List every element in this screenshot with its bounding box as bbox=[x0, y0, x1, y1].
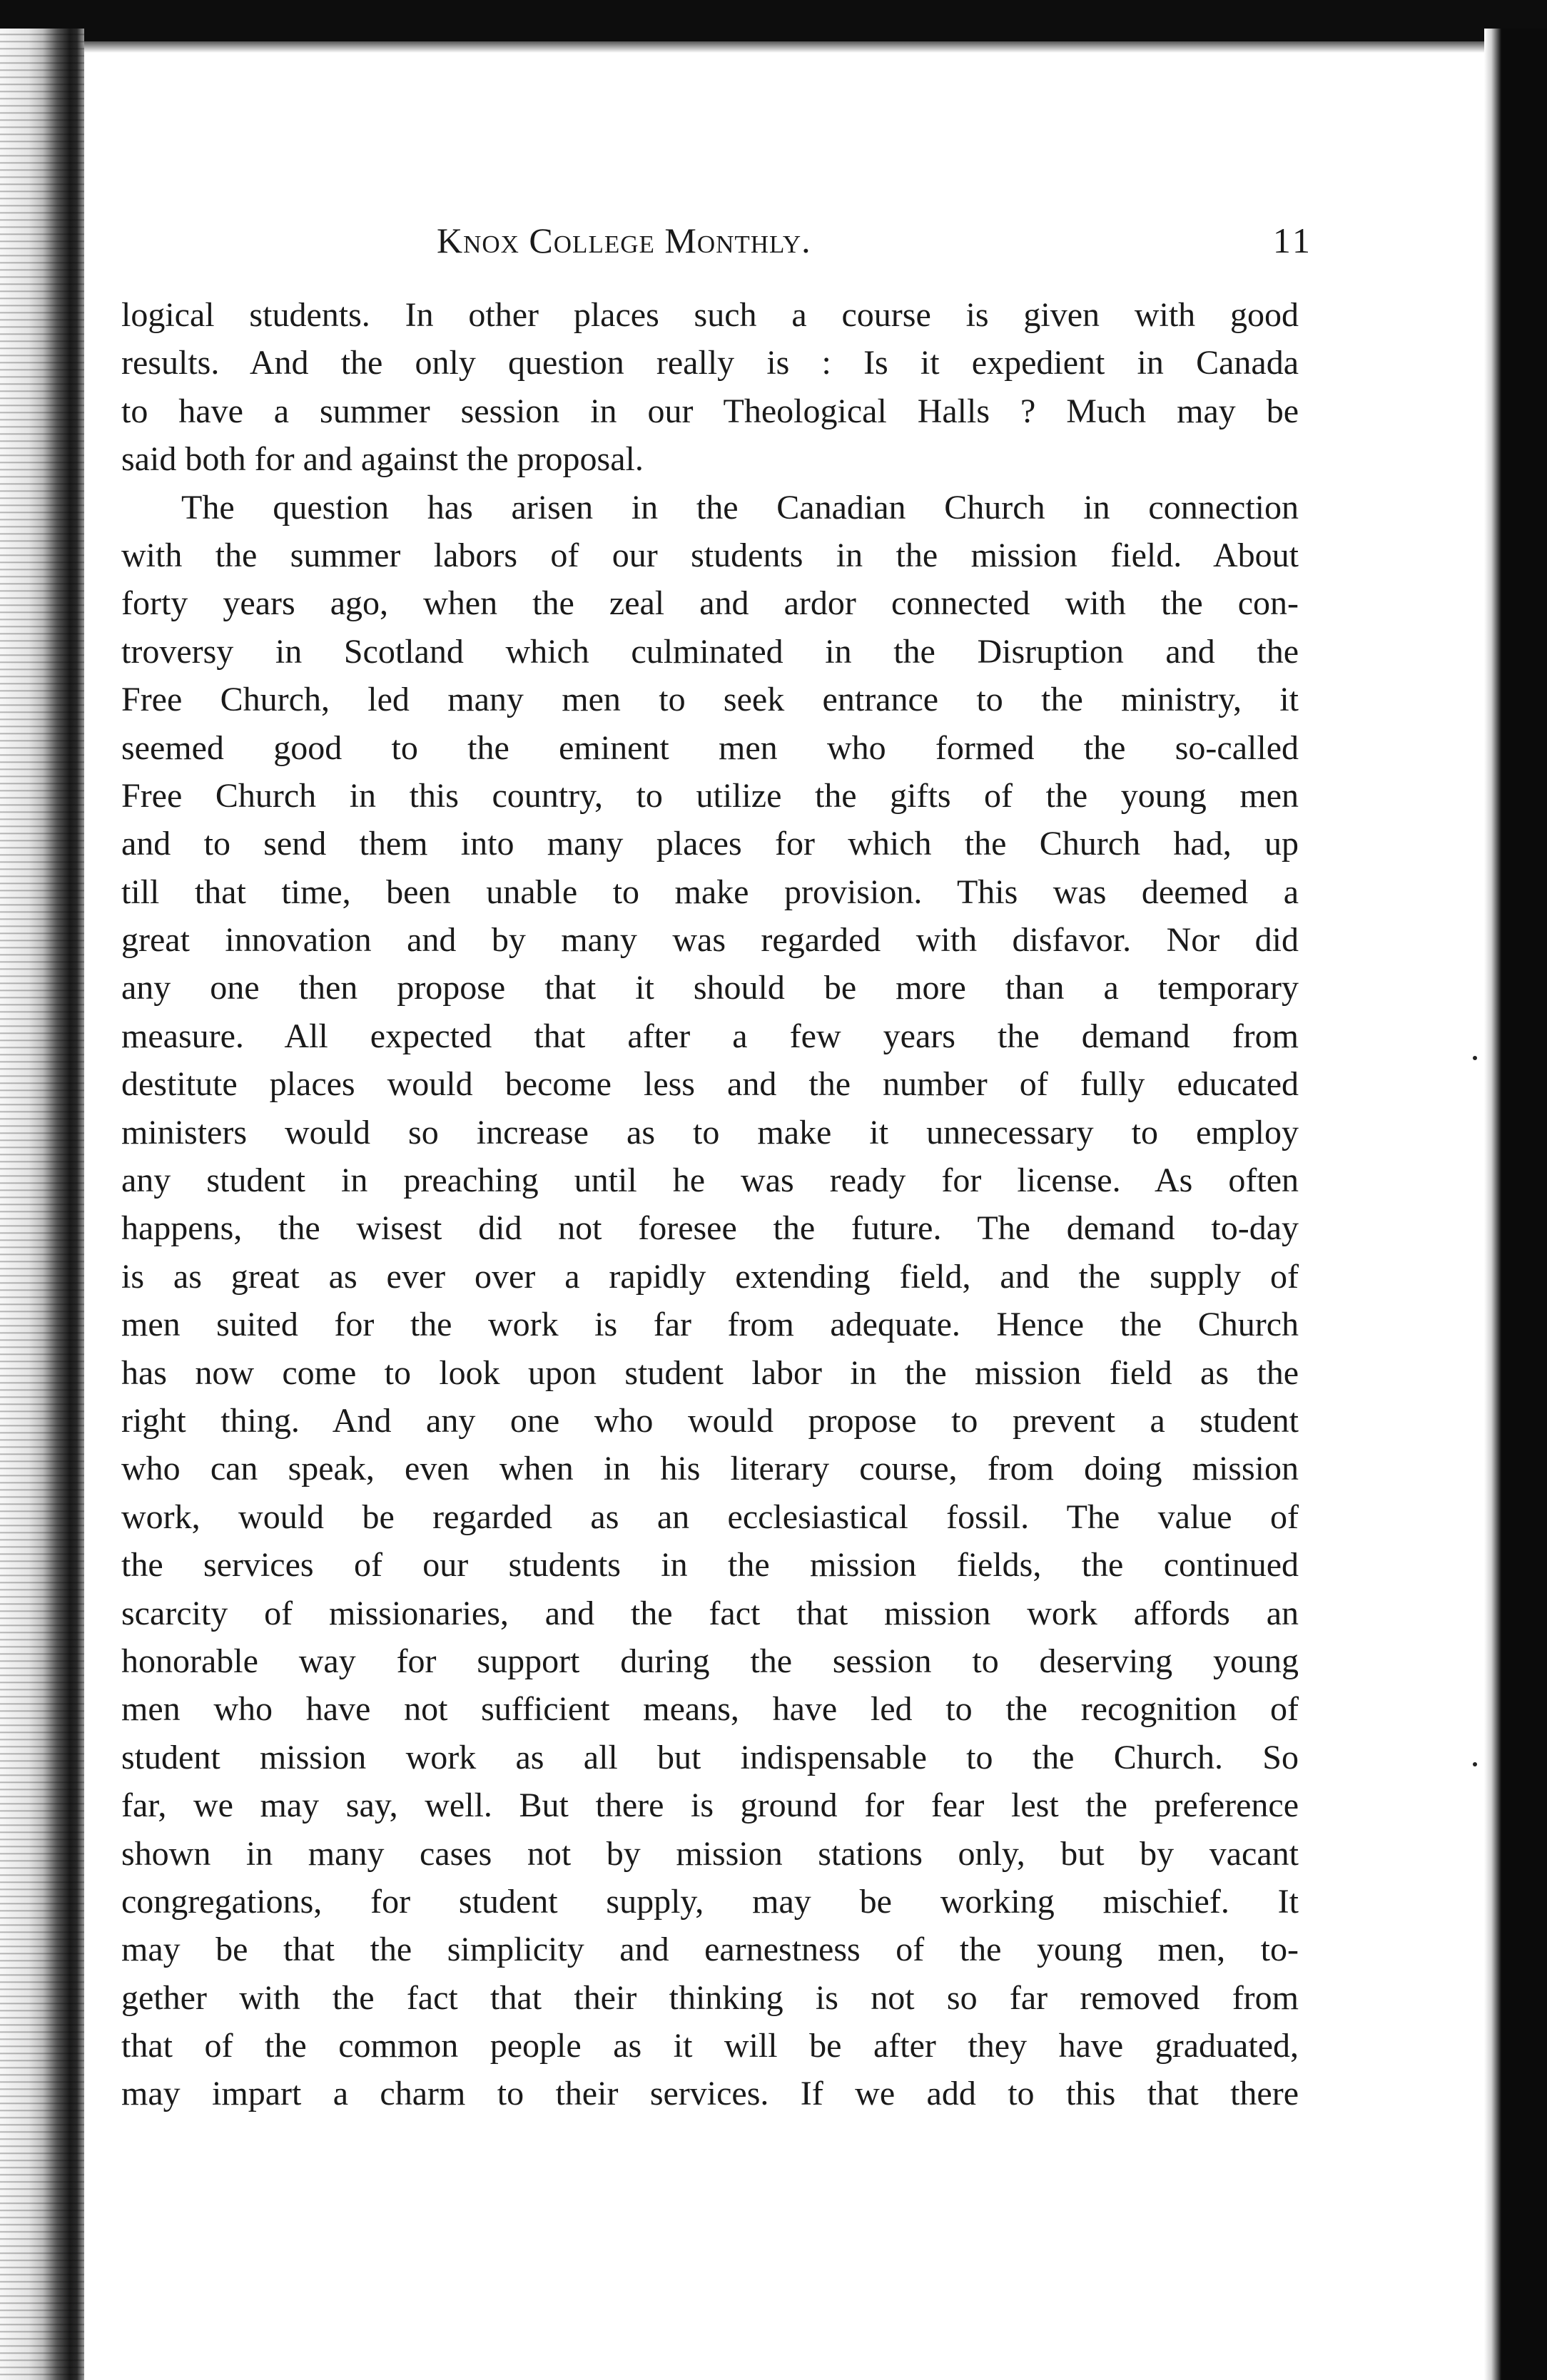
text-line: till that time, been unable to make provision. This was deemed a bbox=[121, 873, 1299, 911]
text-line: gether with the fact that their thinking is not so far removed from bbox=[121, 1978, 1299, 2017]
text-line: ministers would so increase as to make it unnecessary to employ bbox=[121, 1113, 1299, 1151]
text-line: shown in many cases not by mission stations only, but by vacant bbox=[121, 1834, 1299, 1873]
text-line: student mission work as all but indispensable to the Church. So bbox=[121, 1738, 1299, 1776]
text-line: men suited for the work is far from adequate. Hence the Church bbox=[121, 1306, 1299, 1344]
text-line: said both for and against the proposal. bbox=[121, 440, 644, 479]
text-line: congregations, for student supply, may be working mischief. It bbox=[121, 1882, 1299, 1921]
text-line: is as great as ever over a rapidly extending field, and the supply of bbox=[121, 1257, 1299, 1296]
text-line: who can speak, even when in his literary course, from doing mission bbox=[121, 1450, 1299, 1488]
scan-binding-edge bbox=[0, 29, 84, 2380]
page-header bbox=[123, 220, 1313, 270]
scan-right-edge bbox=[1484, 29, 1547, 2380]
scan-speck bbox=[1473, 1056, 1477, 1060]
body-text bbox=[121, 291, 1299, 2118]
text-line: destitute places would become less and the number of fully educated bbox=[121, 1065, 1299, 1104]
text-line: great innovation and by many was regarded with disfavor. Nor did bbox=[121, 921, 1299, 960]
text-line: Free Church in this country, to utilize the gifts of the young men bbox=[121, 776, 1299, 815]
text-line: men who have not sufficient means, have led to the recognition of bbox=[121, 1690, 1299, 1729]
text-line: to have a summer session in our Theological Halls ? Much may be bbox=[121, 392, 1299, 430]
text-line: any student in preaching until he was ready for license. As often bbox=[121, 1161, 1299, 1200]
text-line: may impart a charm to their services. If we add to this that there bbox=[121, 2075, 1299, 2113]
text-line: scarcity of missionaries, and the fact that mission work affords an bbox=[121, 1594, 1299, 1632]
text-line: may be that the simplicity and earnestness of the young men, to- bbox=[121, 1931, 1299, 1969]
text-line: Free Church, led many men to seek entrance to the ministry, it bbox=[121, 681, 1299, 719]
text-line: with the summer labors of our students in the mission field. About bbox=[121, 536, 1299, 574]
text-line: logical students. In other places such a course is given with good bbox=[121, 296, 1299, 334]
page-number: 11 bbox=[1272, 220, 1313, 260]
text-line: happens, the wisest did not foresee the future. The demand to-day bbox=[121, 1209, 1299, 1248]
scan-top-edge bbox=[0, 0, 1547, 41]
text-line: forty years ago, when the zeal and ardor connected with the con- bbox=[121, 584, 1299, 623]
text-line: that of the common people as it will be after they have graduated, bbox=[121, 2027, 1299, 2065]
text-line: right thing. And any one who would propose to prevent a student bbox=[121, 1401, 1299, 1440]
text-line: has now come to look upon student labor in the mission field as the bbox=[121, 1353, 1299, 1392]
text-line: seemed good to the eminent men who formed the so-called bbox=[121, 728, 1299, 767]
text-line: far, we may say, well. But there is ground for fear lest the preference bbox=[121, 1786, 1299, 1825]
text-line: troversy in Scotland which culminated in the Disruption and the bbox=[121, 632, 1299, 671]
text-line: work, would be regarded as an ecclesiastical fossil. The value of bbox=[121, 1497, 1299, 1536]
text-line: measure. All expected that after a few years the demand from bbox=[121, 1017, 1299, 1055]
text-line: and to send them into many places for which the Church had, up bbox=[121, 825, 1299, 863]
scan-top-shadow bbox=[0, 41, 1547, 53]
text-line: the services of our students in the mission fields, the continued bbox=[121, 1546, 1299, 1585]
scan-speck bbox=[1473, 1762, 1477, 1766]
running-title: Knox College Monthly. bbox=[437, 220, 811, 260]
text-line: results. And the only question really is : Is it expedient in Canada bbox=[121, 344, 1299, 382]
text-line: any one then propose that it should be more than a temporary bbox=[121, 969, 1299, 1007]
text-line: The question has arisen in the Canadian Church in connection bbox=[181, 488, 1299, 527]
text-line: honorable way for support during the session to deserving young bbox=[121, 1642, 1299, 1680]
